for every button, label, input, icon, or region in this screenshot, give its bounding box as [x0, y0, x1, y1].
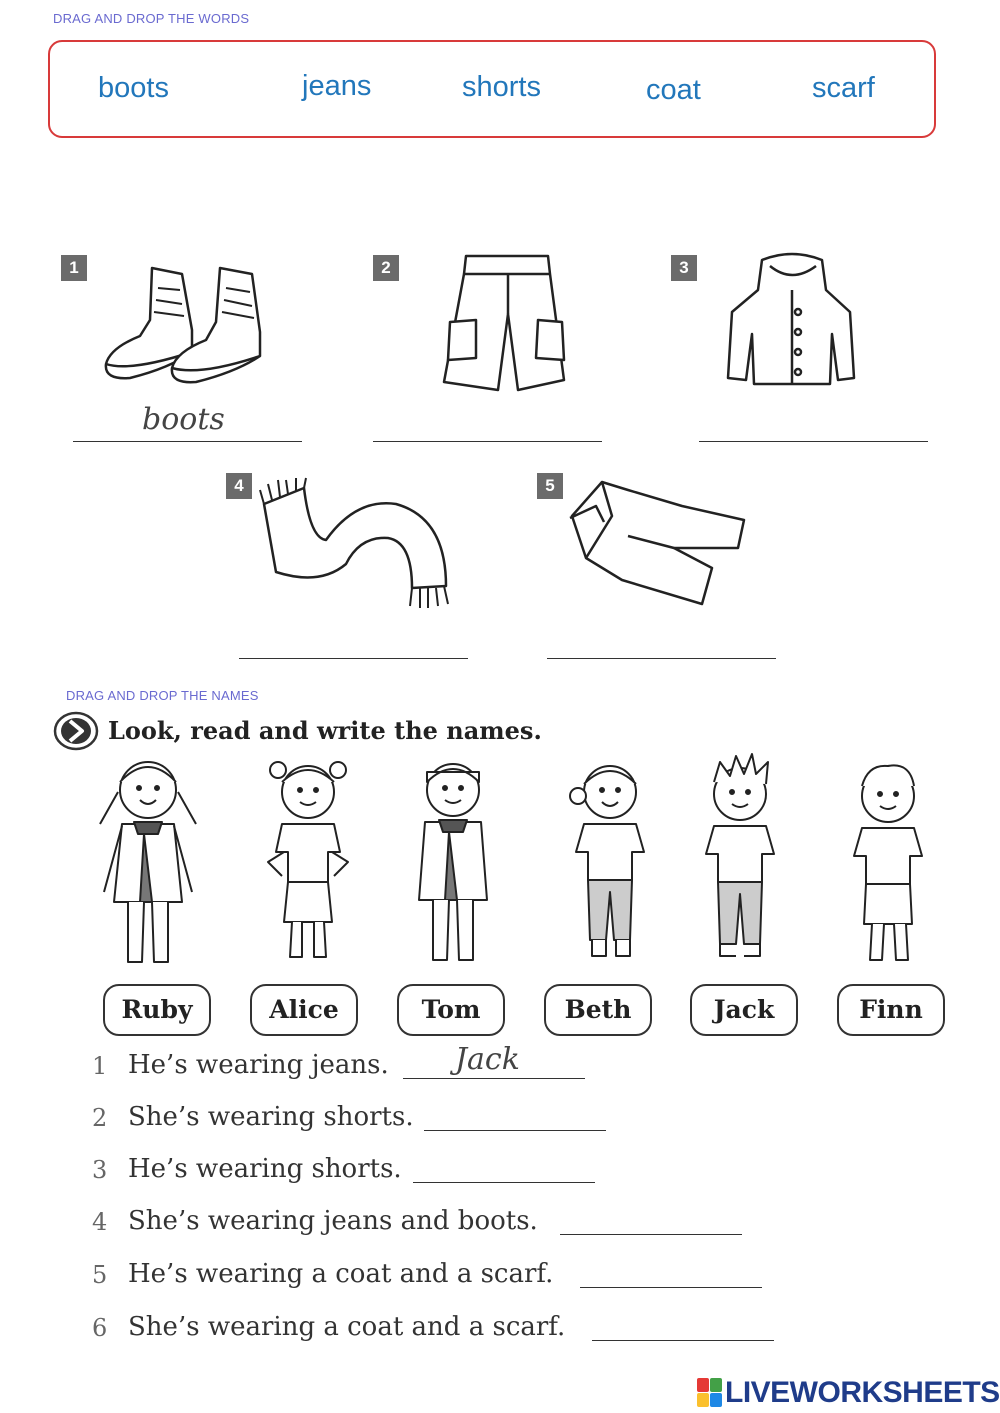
- answer-line-2[interactable]: [373, 441, 602, 442]
- item-number-3: 3: [671, 255, 697, 281]
- liveworksheets-logo[interactable]: LIVEWORKSHEETS: [725, 1376, 1000, 1409]
- instruction-words: DRAG AND DROP THE WORDS: [53, 11, 250, 26]
- name-chip-alice[interactable]: Alice: [250, 984, 358, 1036]
- word-chip-shorts[interactable]: shorts: [462, 71, 541, 103]
- sentence-6-answer-line[interactable]: [592, 1340, 774, 1341]
- jeans-illustration: [562, 476, 752, 611]
- arrow-bullet-icon: [54, 712, 100, 750]
- sentence-6-text: She’s wearing a coat and a scarf.: [128, 1312, 566, 1342]
- sentence-number-3: 3: [92, 1156, 108, 1184]
- instruction-names: DRAG AND DROP THE NAMES: [66, 688, 259, 703]
- sentence-number-2: 2: [92, 1104, 108, 1132]
- liveworksheets-logo-icon: [697, 1378, 723, 1408]
- shorts-illustration: [436, 250, 576, 395]
- item-number-2: 2: [373, 255, 399, 281]
- name-chip-jack[interactable]: Jack: [690, 984, 798, 1036]
- word-chip-coat[interactable]: coat: [646, 74, 701, 106]
- answer-line-3[interactable]: [699, 441, 928, 442]
- sentence-number-6: 6: [92, 1314, 108, 1342]
- sentence-1-answer[interactable]: Jack: [455, 1042, 520, 1077]
- sentence-3-text: He’s wearing shorts.: [128, 1154, 402, 1184]
- word-chip-scarf[interactable]: scarf: [812, 72, 875, 104]
- name-chip-finn[interactable]: Finn: [837, 984, 945, 1036]
- answer-line-5[interactable]: [547, 658, 776, 659]
- item-number-1: 1: [61, 255, 87, 281]
- sentence-number-5: 5: [92, 1261, 108, 1289]
- scarf-illustration: [256, 478, 466, 613]
- sentence-2-text: She’s wearing shorts.: [128, 1102, 414, 1132]
- boots-illustration: [100, 260, 270, 390]
- sentence-5-answer-line[interactable]: [580, 1287, 762, 1288]
- sentence-1-answer-line[interactable]: [403, 1078, 585, 1079]
- sentence-5-text: He’s wearing a coat and a scarf.: [128, 1259, 554, 1289]
- answer-1-text[interactable]: boots: [142, 402, 225, 437]
- answer-line-1[interactable]: [73, 441, 302, 442]
- sentence-3-answer-line[interactable]: [413, 1182, 595, 1183]
- name-chip-beth[interactable]: Beth: [544, 984, 652, 1036]
- sentence-2-answer-line[interactable]: [424, 1130, 606, 1131]
- sentence-number-4: 4: [92, 1208, 108, 1236]
- exercise-heading: Look, read and write the names.: [108, 716, 542, 745]
- sentence-1-text: He’s wearing jeans.: [128, 1050, 389, 1080]
- item-number-5: 5: [537, 473, 563, 499]
- item-number-4: 4: [226, 473, 252, 499]
- sentence-number-1: 1: [92, 1052, 108, 1080]
- word-chip-boots[interactable]: boots: [98, 72, 169, 104]
- coat-illustration: [722, 250, 862, 390]
- name-chip-ruby[interactable]: Ruby: [103, 984, 211, 1036]
- name-chip-tom[interactable]: Tom: [397, 984, 505, 1036]
- children-illustration: [88, 752, 958, 977]
- answer-line-4[interactable]: [239, 658, 468, 659]
- word-chip-jeans[interactable]: jeans: [302, 70, 372, 102]
- sentence-4-answer-line[interactable]: [560, 1234, 742, 1235]
- word-bank: [48, 40, 936, 138]
- sentence-4-text: She’s wearing jeans and boots.: [128, 1206, 538, 1236]
